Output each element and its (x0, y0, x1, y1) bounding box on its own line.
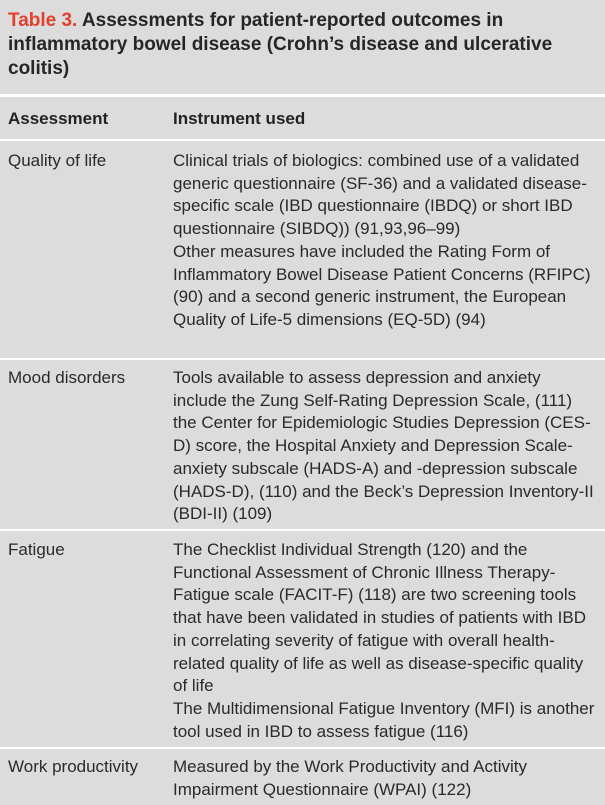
table-label: Table 3. (8, 10, 78, 31)
row-divider (0, 747, 605, 749)
title-divider (0, 94, 605, 97)
assessment-cell: Quality of life (8, 151, 107, 170)
assessment-cell: Mood disorders (8, 368, 126, 387)
table-caption: Assessments for patient-reported outcomes in inflammatory bowel disease (Crohn’s disease and ulcerative colitis) (8, 10, 553, 79)
table-title (8, 9, 598, 81)
row-divider (0, 529, 605, 531)
header-assessment: Assessment (8, 109, 109, 128)
instrument-cell (173, 150, 598, 332)
row-divider (0, 358, 605, 360)
header-divider (0, 139, 605, 141)
instrument-text: Other measures have included the Rating Form of Inflammatory Bowel Disease Patient Concerns (RFIPC) (90) and a second generic instrument, the European Quality of Life-5 dimensions (EQ-5D) (94) (173, 241, 591, 329)
instrument-cell (173, 367, 598, 526)
instrument-text: The Checklist Individual Strength (120) and the Functional Assessment of Chronic Illness Therapy-Fatigue scale (FACIT-F) (118) are two screening tools that have been validated in studies of patients with IBD in correlating severity of fatigue with overall health-related quality of life as well as disease-specific quality of life (173, 540, 586, 696)
instrument-text: Measured by the Work Productivity and Activity Impairment Questionnaire (WPAI) (122) (173, 757, 528, 799)
header-instrument: Instrument used (173, 109, 306, 128)
instrument-cell (173, 539, 598, 743)
assessment-cell: Work productivity (8, 757, 139, 776)
assessment-cell: Fatigue (8, 540, 65, 559)
instrument-text: The Multidimensional Fatigue Inventory (MFI) is another tool used in IBD to assess fatigue (116) (173, 698, 595, 741)
instrument-text: Tools available to assess depression and anxiety include the Zung Self-Rating Depression Scale, (111) the Center for Epidemiologic Studies Depression (CES-D) score, the Hospital Anxiety and Depression Scale-anxiety subscale (HADS-A) and -depression subscale (HADS-D), (110) and the Beck’s Depression Inventory-II (BDI-II) (109) (173, 368, 594, 524)
instrument-text: Clinical trials of biologics: combined use of a validated generic questionnaire (SF-36) and a validated disease-specific scale (IBD questionnaire (IBDQ) or short IBD questionnaire (SIBDQ)) (91,93,96–99) (173, 151, 587, 239)
instrument-cell (173, 756, 598, 801)
